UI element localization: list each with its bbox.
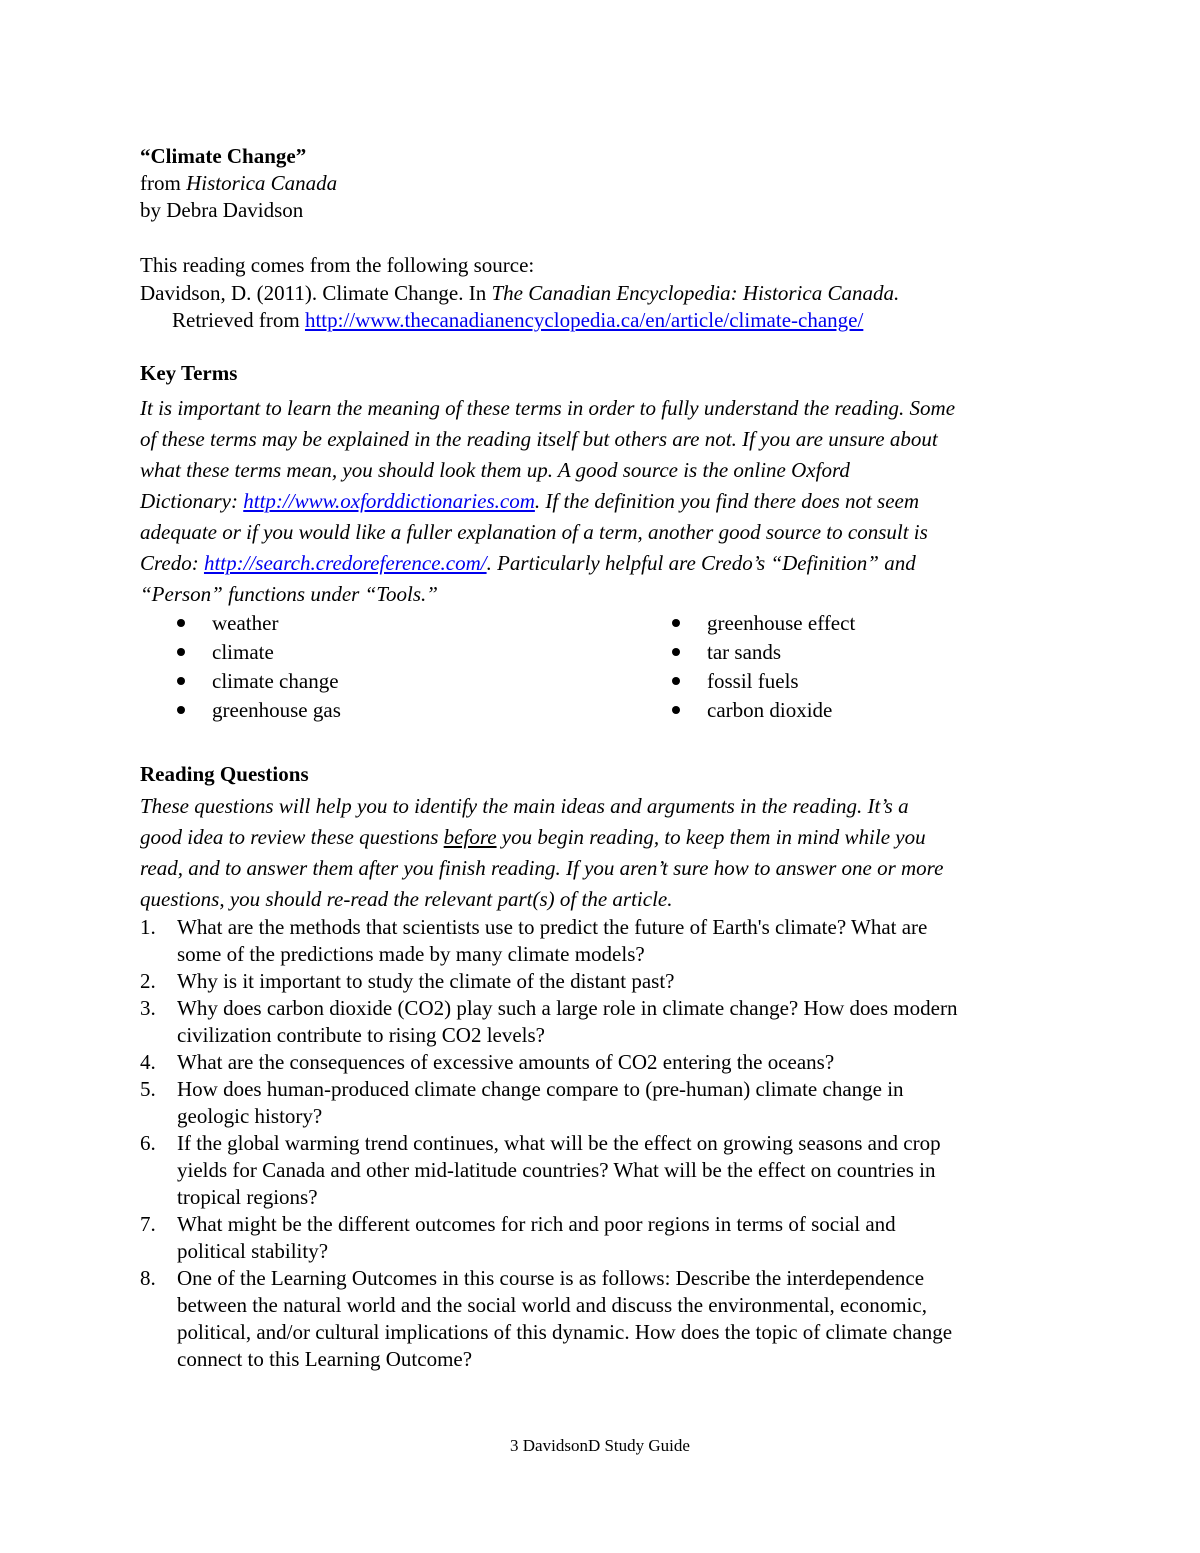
question-item — [140, 995, 1070, 1049]
key-terms-line: adequate or if you would like a fuller explanation of a term, another good source to consult is — [140, 520, 928, 544]
intro-line: questions, you should re-read the relevant part(s) of the article. — [140, 887, 673, 911]
list-item: carbon dioxide — [670, 698, 855, 727]
citation — [140, 281, 899, 305]
question-item — [140, 1211, 1070, 1265]
source-name: Historica Canada — [186, 171, 338, 195]
retrieved-prefix: Retrieved from — [172, 308, 305, 332]
list-item: climate change — [175, 669, 341, 698]
question-line: civilization contribute to rising CO2 levels? — [177, 1023, 546, 1047]
citation-prefix: Davidson, D. (2011). Climate Change. In — [140, 281, 492, 305]
key-terms-line — [140, 486, 1070, 517]
list-item: fossil fuels — [670, 669, 855, 698]
question-number: 1. — [140, 915, 156, 939]
question-text — [177, 1049, 1070, 1076]
question-text — [177, 1211, 1070, 1265]
intro-line — [140, 822, 1080, 853]
question-line: tropical regions? — [177, 1185, 318, 1209]
question-line: some of the predictions made by many climate models? — [177, 942, 645, 966]
key-terms-line — [140, 548, 1070, 579]
citation-italic: The Canadian Encyclopedia: Historica Canada. — [491, 281, 900, 305]
reading-questions-heading: Reading Questions — [140, 762, 309, 786]
credo-suffix: . Particularly helpful are Credo’s “Definition” and — [486, 551, 916, 575]
question-number: 8. — [140, 1266, 156, 1290]
question-line: Why is it important to study the climate of the distant past? — [177, 969, 675, 993]
question-item — [140, 968, 1070, 995]
document-title: “Climate Change” — [140, 144, 307, 168]
questions-list — [140, 914, 1070, 1373]
credo-prefix: Credo: — [140, 551, 204, 575]
question-line: How does human-produced climate change compare to (pre-human) climate change in — [177, 1077, 904, 1101]
question-line: What are the methods that scientists use to predict the future of Earth's climate? What are — [177, 915, 928, 939]
question-text — [177, 1265, 1070, 1373]
list-item: greenhouse effect — [670, 611, 855, 640]
list-item: climate — [175, 640, 341, 669]
intro-line: read, and to answer them after you finish reading. If you aren’t sure how to answer one or more — [140, 856, 944, 880]
question-text — [177, 914, 1070, 968]
intro-line: These questions will help you to identify the main ideas and arguments in the reading. It’s a — [140, 794, 909, 818]
dictionary-suffix: . If the definition you find there does not seem — [534, 489, 920, 513]
emphasis-before: before — [443, 825, 497, 849]
question-line: geologic history? — [177, 1104, 323, 1128]
question-text — [177, 968, 1070, 995]
key-terms-line: of these terms may be explained in the reading itself but others are not. If you are unsure about — [140, 427, 938, 451]
intro-prefix: good idea to review these questions — [140, 825, 444, 849]
dictionary-prefix: Dictionary: — [140, 489, 244, 513]
from-prefix: from — [140, 171, 187, 195]
terms-list-right — [670, 611, 855, 727]
question-number: 7. — [140, 1212, 156, 1236]
retrieved-line — [172, 308, 863, 332]
question-line: between the natural world and the social world and discuss the environmental, economic, — [177, 1293, 927, 1317]
key-terms-line: “Person” functions under “Tools.” — [140, 582, 438, 606]
question-item — [140, 1049, 1070, 1076]
question-text — [177, 1130, 1070, 1211]
question-number: 2. — [140, 969, 156, 993]
question-number: 4. — [140, 1050, 156, 1074]
question-number: 3. — [140, 996, 156, 1020]
key-terms-paragraph — [140, 393, 1070, 610]
list-item: tar sands — [670, 640, 855, 669]
intro-suffix: you begin reading, to keep them in mind while you — [496, 825, 926, 849]
question-line: connect to this Learning Outcome? — [177, 1347, 473, 1371]
oxford-link[interactable]: http://www.oxforddictionaries.com — [243, 489, 535, 513]
question-text — [177, 1076, 1070, 1130]
credo-link[interactable]: http://search.credoreference.com/ — [203, 551, 487, 575]
question-line: yields for Canada and other mid-latitude countries? What will be the effect on countries in — [177, 1158, 936, 1182]
question-line: Why does carbon dioxide (CO2) play such a large role in climate change? How does modern — [177, 996, 958, 1020]
key-terms-line: It is important to learn the meaning of these terms in order to fully understand the reading. Some — [140, 396, 956, 420]
question-number: 5. — [140, 1077, 156, 1101]
encyclopedia-link[interactable]: http://www.thecanadianencyclopedia.ca/en/article/climate-change/ — [304, 308, 864, 332]
question-item — [140, 1265, 1070, 1373]
question-item — [140, 914, 1070, 968]
question-line: political, and/or cultural implications of this dynamic. How does the topic of climate change — [177, 1320, 953, 1344]
page-footer: 3 DavidsonD Study Guide — [510, 1436, 690, 1455]
source-line — [140, 171, 337, 195]
list-item: greenhouse gas — [175, 698, 341, 727]
source-intro: This reading comes from the following source: — [140, 253, 535, 277]
question-number: 6. — [140, 1131, 156, 1155]
key-terms-line: what these terms mean, you should look them up. A good source is the online Oxford — [140, 458, 850, 482]
reading-questions-intro — [140, 791, 1080, 915]
question-item — [140, 1076, 1070, 1130]
key-terms-heading: Key Terms — [140, 361, 238, 385]
question-line: What might be the different outcomes for rich and poor regions in terms of social and — [177, 1212, 896, 1236]
terms-list-left — [175, 611, 341, 727]
question-text — [177, 995, 1070, 1049]
question-item — [140, 1130, 1070, 1211]
question-line: political stability? — [177, 1239, 329, 1263]
question-line: What are the consequences of excessive amounts of CO2 entering the oceans? — [177, 1050, 835, 1074]
list-item: weather — [175, 611, 341, 640]
question-line: If the global warming trend continues, what will be the effect on growing seasons and crop — [177, 1131, 941, 1155]
author-line: by Debra Davidson — [140, 198, 304, 222]
question-line: One of the Learning Outcomes in this course is as follows: Describe the interdependence — [177, 1266, 925, 1290]
